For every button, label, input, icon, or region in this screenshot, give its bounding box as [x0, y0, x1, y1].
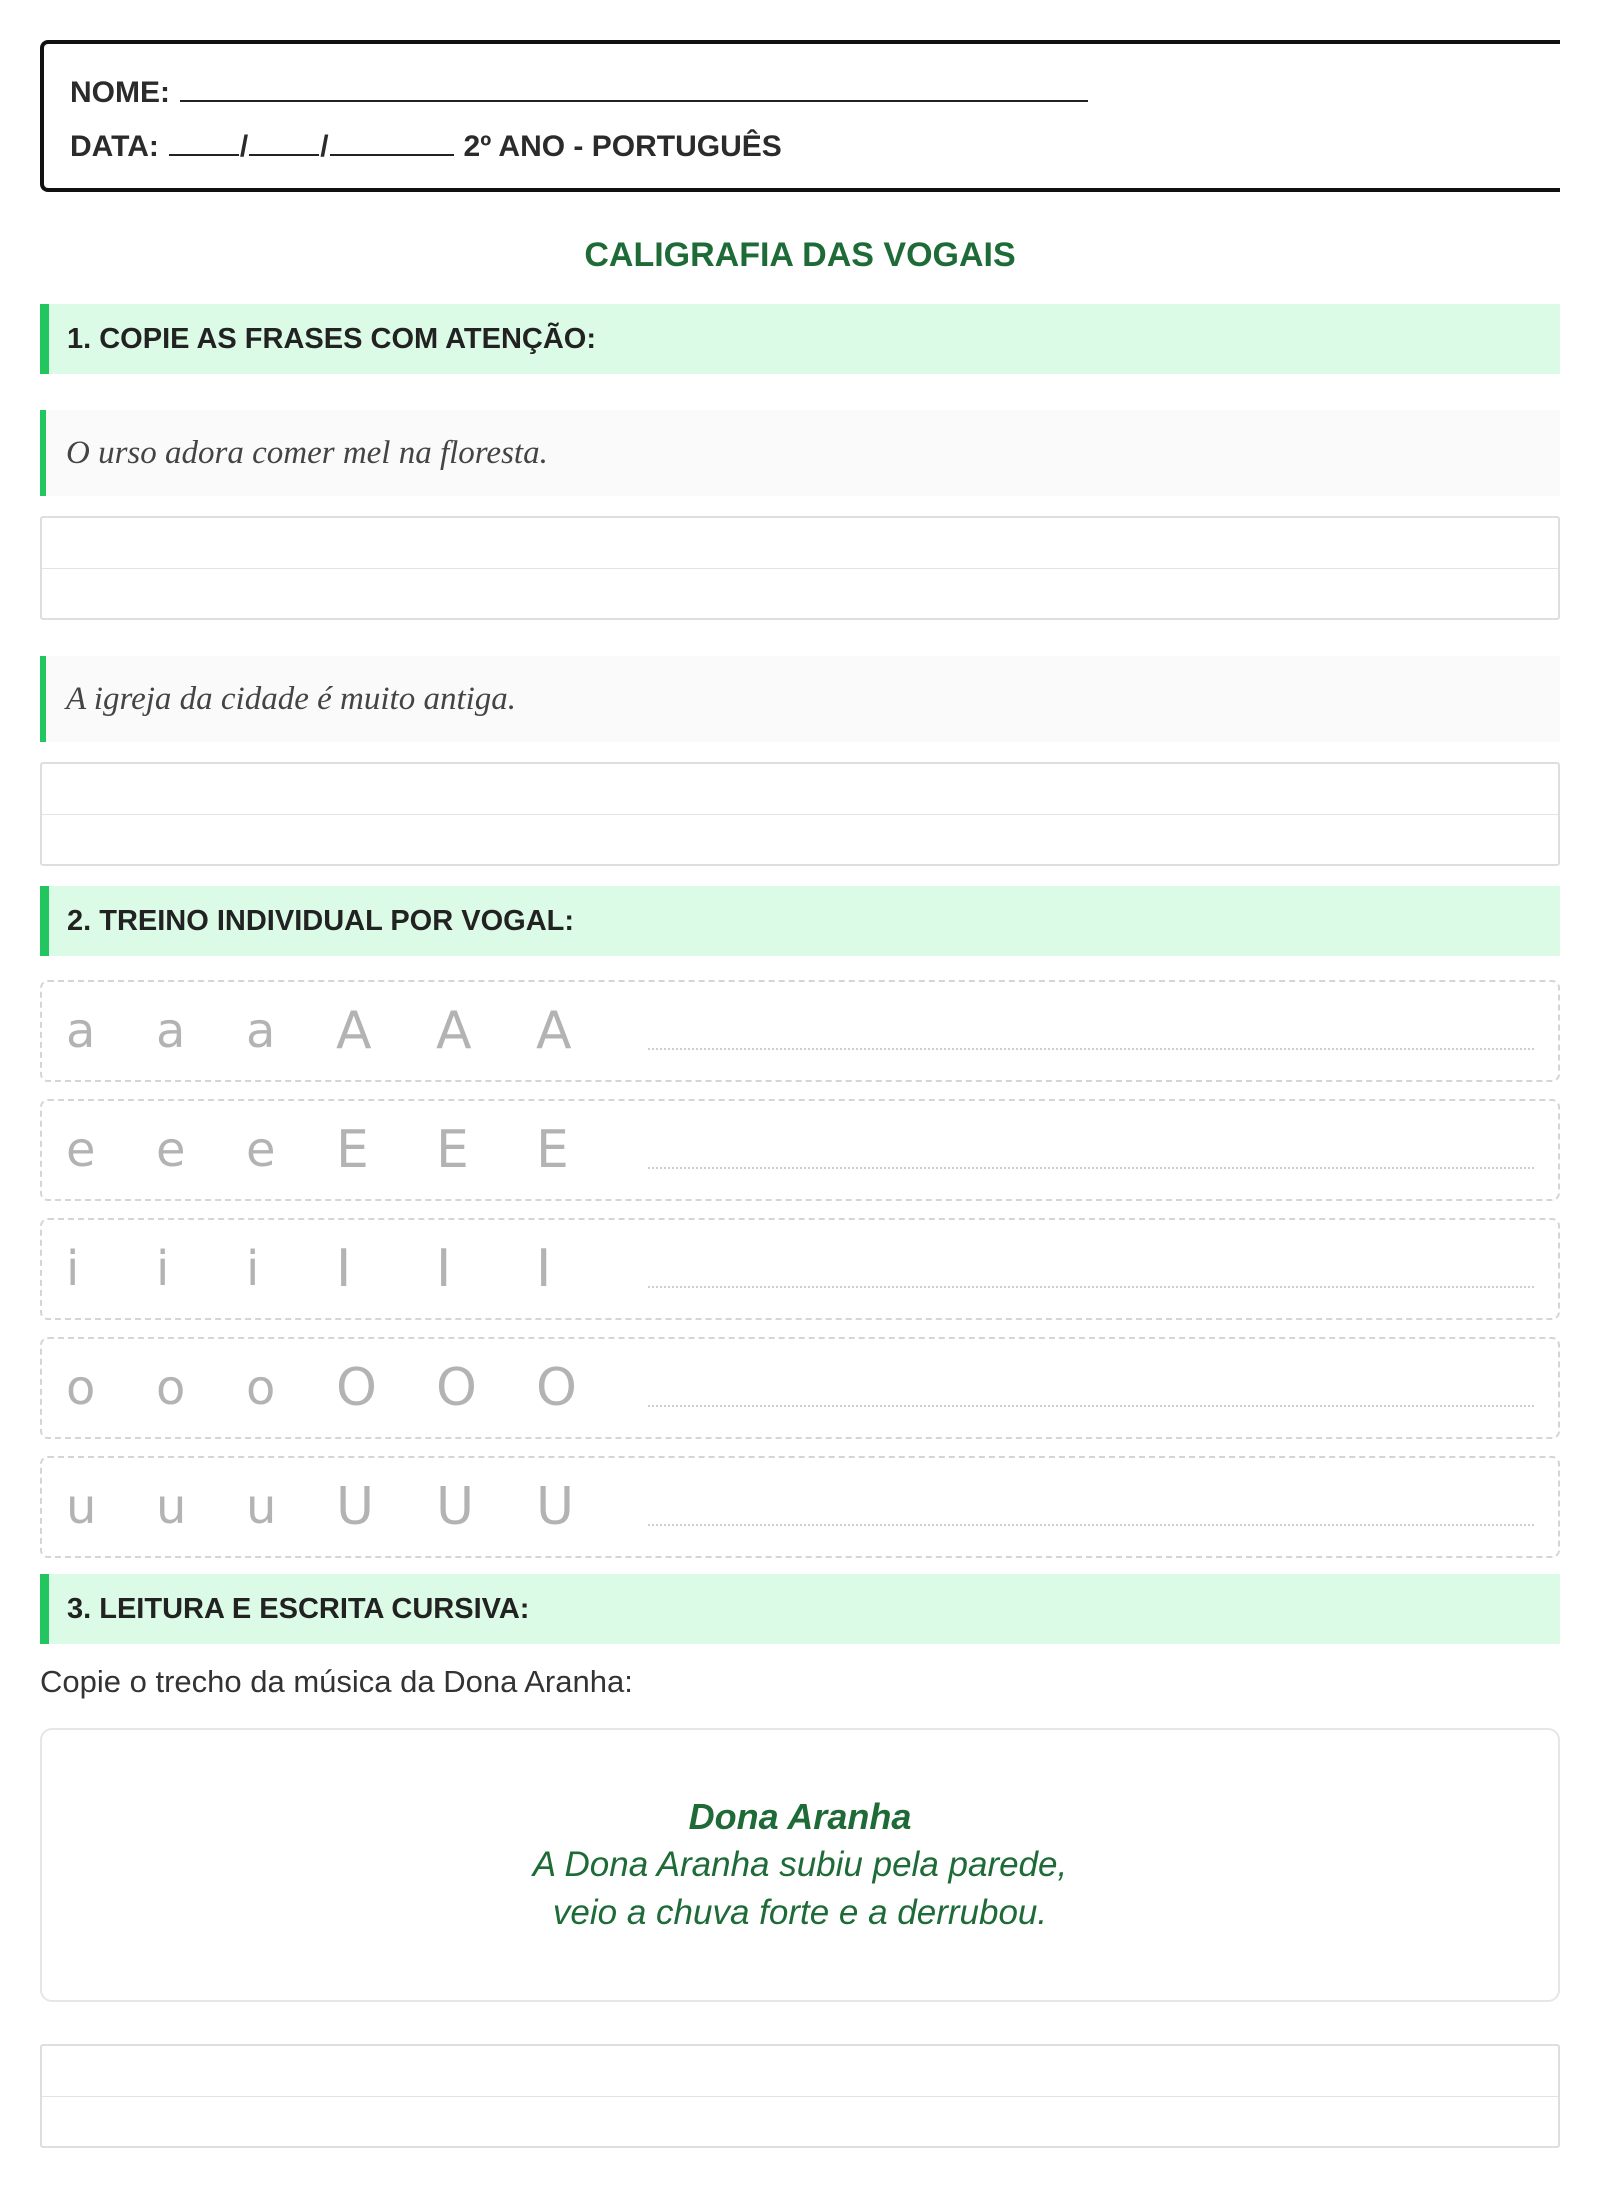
writing-line — [42, 815, 1558, 865]
writing-line — [42, 2097, 1558, 2147]
trace-line[interactable] — [648, 1250, 1534, 1288]
worksheet-page — [40, 40, 1560, 2148]
date-separator: / — [239, 130, 249, 163]
vowel-lowercase: o — [156, 1360, 186, 1416]
date-year-field[interactable] — [330, 124, 454, 156]
vowel-lowercase: e — [246, 1122, 276, 1178]
vowel-uppercase: A — [436, 1001, 472, 1061]
trace-line[interactable] — [648, 1012, 1534, 1050]
song-line: A Dona Aranha subiu pela parede, — [532, 1845, 1068, 1884]
trace-line[interactable] — [648, 1369, 1534, 1407]
vowel-lowercase: o — [66, 1360, 96, 1416]
date-day-field[interactable] — [169, 124, 239, 156]
vowel-lowercase: o — [246, 1360, 276, 1416]
vowel-uppercase: A — [336, 1001, 372, 1061]
vowel-lowercase: u — [156, 1479, 187, 1535]
writing-line — [42, 2046, 1558, 2097]
model-sentence: A igreja da cidade é muito antiga. — [40, 656, 1560, 742]
vowel-row-u — [40, 1456, 1560, 1558]
song-line: veio a chuva forte e a derrubou. — [552, 1893, 1048, 1932]
song-excerpt-box — [40, 1728, 1560, 2002]
vowel-uppercase: O — [436, 1358, 477, 1418]
vowel-uppercase: O — [336, 1358, 377, 1418]
vowel-lowercase: a — [156, 1003, 186, 1059]
section-2-heading: 2. TREINO INDIVIDUAL POR VOGAL: — [40, 886, 1560, 956]
vowel-lowercase: a — [246, 1003, 276, 1059]
vowel-uppercase: U — [536, 1477, 575, 1537]
vowel-lowercase: i — [156, 1241, 170, 1297]
date-separator: / — [320, 130, 329, 163]
vowel-uppercase: I — [536, 1239, 552, 1299]
student-info-box — [40, 40, 1560, 192]
grade-subject: 2º ANO - PORTUGUÊS — [463, 130, 782, 163]
writing-line — [42, 569, 1558, 619]
copy-writing-area[interactable] — [40, 762, 1560, 866]
vowel-row-e — [40, 1099, 1560, 1201]
vowel-row-i — [40, 1218, 1560, 1320]
vowel-uppercase: U — [436, 1477, 475, 1537]
worksheet-title: CALIGRAFIA DAS VOGAIS — [584, 236, 1016, 274]
vowel-lowercase: e — [156, 1122, 186, 1178]
vowel-uppercase: E — [536, 1120, 569, 1180]
name-line — [70, 66, 1560, 124]
copy-writing-area[interactable] — [40, 516, 1560, 620]
vowel-row-o — [40, 1337, 1560, 1439]
vowel-lowercase: a — [66, 1003, 96, 1059]
vowel-uppercase: I — [436, 1239, 452, 1299]
trace-line[interactable] — [648, 1488, 1534, 1526]
section-3-heading: 3. LEITURA E ESCRITA CURSIVA: — [40, 1574, 1560, 1644]
date-month-field[interactable] — [249, 124, 319, 156]
vowel-uppercase: U — [336, 1477, 375, 1537]
writing-line — [42, 764, 1558, 815]
section-1-heading: 1. COPIE AS FRASES COM ATENÇÃO: — [40, 304, 1560, 374]
date-label: DATA: — [70, 130, 159, 163]
vowel-uppercase: O — [536, 1358, 577, 1418]
model-sentence: O urso adora comer mel na floresta. — [40, 410, 1560, 496]
trace-line[interactable] — [648, 1131, 1534, 1169]
date-line — [70, 124, 1560, 182]
vowel-lowercase: u — [66, 1479, 97, 1535]
copy-writing-area[interactable] — [40, 2044, 1560, 2148]
vowel-row-a — [40, 980, 1560, 1082]
writing-line — [42, 518, 1558, 569]
vowel-lowercase: u — [246, 1479, 277, 1535]
vowel-lowercase: e — [66, 1122, 96, 1178]
vowel-uppercase: E — [336, 1120, 369, 1180]
vowel-lowercase: i — [246, 1241, 260, 1297]
song-title: Dona Aranha — [688, 1796, 912, 1837]
name-field[interactable] — [180, 66, 1088, 102]
instruction-text: Copie o trecho da música da Dona Aranha: — [40, 1664, 633, 1699]
vowel-lowercase: i — [66, 1241, 80, 1297]
vowel-uppercase: I — [336, 1239, 352, 1299]
vowel-uppercase: E — [436, 1120, 469, 1180]
vowel-uppercase: A — [536, 1001, 572, 1061]
name-label: NOME: — [70, 76, 170, 109]
